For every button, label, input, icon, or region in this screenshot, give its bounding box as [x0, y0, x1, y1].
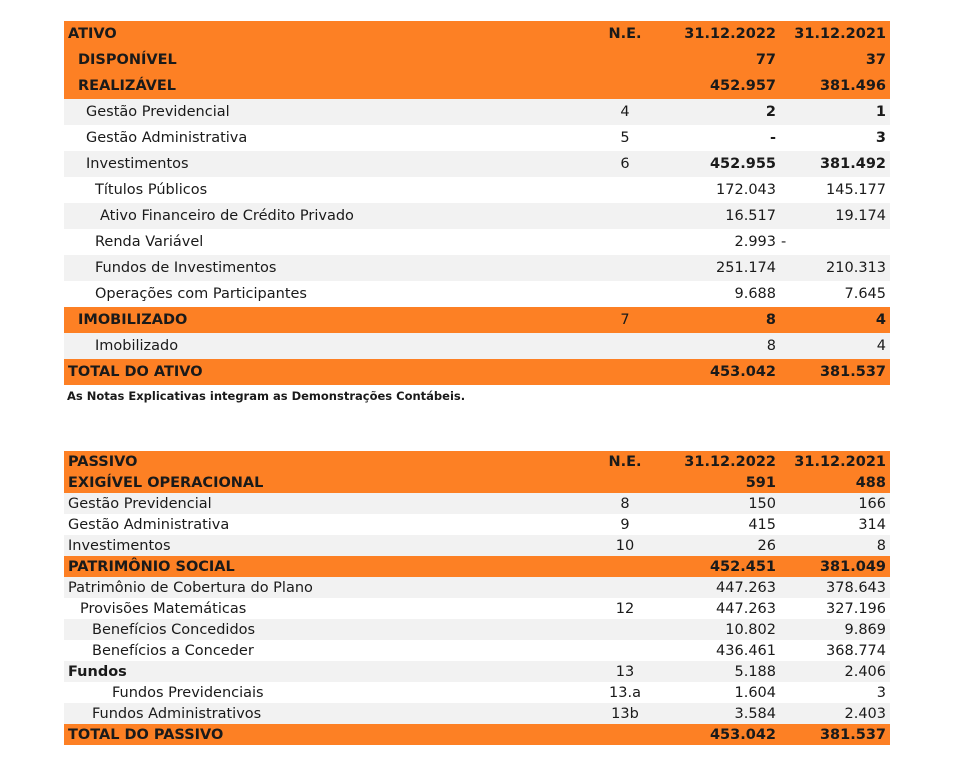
row-value-2021: 4 — [875, 312, 886, 328]
row-value-2022: 447.263 — [716, 579, 776, 596]
row-label: Investimentos — [68, 537, 171, 554]
row-value-2021: 327.196 — [826, 600, 886, 617]
passivo-total-row — [64, 724, 890, 745]
row-ne: 5 — [620, 130, 630, 146]
row-label: Gestão Administrativa — [68, 516, 230, 533]
row-value-2022: 415 — [748, 516, 776, 533]
table-row — [64, 577, 890, 598]
table-row — [64, 307, 890, 333]
row-ne — [604, 73, 646, 99]
row-value-2021: 381.496 — [819, 78, 886, 94]
ne-header: N.E. — [608, 26, 642, 42]
row-label: REALIZÁVEL — [78, 78, 177, 94]
row-value-2021: 2.406 — [844, 663, 886, 680]
table-row — [64, 514, 890, 535]
row-label: Imobilizado — [95, 338, 179, 354]
row-ne — [604, 577, 646, 598]
row-label: Renda Variável — [95, 234, 204, 250]
total-label: TOTAL DO ATIVO — [68, 364, 203, 380]
ativo-title: ATIVO — [68, 26, 117, 42]
table-row — [64, 151, 890, 177]
row-value-2021: 8 — [876, 537, 886, 554]
row-label: Gestão Administrativa — [86, 130, 248, 146]
table-row — [64, 125, 890, 151]
row-ne: 10 — [615, 537, 635, 554]
row-value-2022: 2 — [765, 104, 776, 120]
row-value-2022: 1.604 — [734, 684, 776, 701]
row-value-2022: 172.043 — [716, 182, 776, 198]
row-ne — [604, 47, 646, 73]
row-value-2021: 1 — [875, 104, 886, 120]
row-label: Investimentos — [86, 156, 189, 172]
row-value-2021: 37 — [865, 52, 886, 68]
row-ne — [604, 472, 646, 493]
row-ne: 12 — [615, 600, 635, 617]
row-value-2021: 3 — [876, 684, 886, 701]
row-value-2021: 145.177 — [826, 182, 886, 198]
table-row — [64, 535, 890, 556]
row-value-2022: 3.584 — [734, 705, 776, 722]
row-label: Benefícios a Conceder — [92, 642, 254, 659]
row-value-2021: - — [781, 234, 787, 250]
table-row — [64, 47, 890, 73]
row-value-2021: 9.869 — [844, 621, 886, 638]
row-value-2022: 10.802 — [725, 621, 776, 638]
row-label: Títulos Públicos — [95, 182, 208, 198]
row-value-2022: 16.517 — [725, 208, 776, 224]
table-row — [64, 556, 890, 577]
row-value-2021: 166 — [858, 495, 886, 512]
row-value-2021: 381.049 — [819, 558, 886, 575]
row-value-2022: 77 — [755, 52, 776, 68]
row-ne — [604, 177, 646, 203]
row-label: EXIGÍVEL OPERACIONAL — [68, 474, 264, 491]
row-ne — [604, 640, 646, 661]
row-value-2021: 378.643 — [826, 579, 886, 596]
row-value-2022: 447.263 — [716, 600, 776, 617]
table-row — [64, 255, 890, 281]
row-label: Patrimônio de Cobertura do Plano — [68, 579, 313, 596]
table-row — [64, 472, 890, 493]
total-value-2022: 453.042 — [709, 726, 776, 743]
row-value-2021: 210.313 — [826, 260, 886, 276]
row-value-2022: 2.993 — [734, 234, 776, 250]
row-value-2022: 452.451 — [709, 558, 776, 575]
row-value-2022: 591 — [745, 474, 776, 491]
row-ne — [604, 203, 646, 229]
row-label: PATRIMÔNIO SOCIAL — [68, 558, 235, 575]
row-label: Fundos Previdenciais — [112, 684, 264, 701]
table-row — [64, 640, 890, 661]
row-value-2022: 5.188 — [734, 663, 776, 680]
total-label: TOTAL DO PASSIVO — [68, 726, 224, 743]
col-2022-header: 31.12.2022 — [684, 26, 776, 42]
row-value-2021: 4 — [876, 338, 886, 354]
table-row — [64, 73, 890, 99]
row-label: Gestão Previdencial — [86, 104, 230, 120]
row-ne: 9 — [620, 516, 630, 533]
row-ne — [604, 229, 646, 255]
table-row — [64, 229, 890, 255]
total-value-2021: 381.537 — [819, 364, 886, 380]
row-ne: 4 — [620, 104, 630, 120]
row-value-2021: 7.645 — [844, 286, 886, 302]
col-2021-header: 31.12.2021 — [794, 453, 886, 470]
ativo-header-row — [64, 21, 890, 47]
table-row — [64, 661, 890, 682]
row-value-2022: 251.174 — [716, 260, 776, 276]
explanatory-note: As Notas Explicativas integram as Demonstrações Contábeis. — [67, 389, 466, 403]
total-value-2021: 381.537 — [819, 726, 886, 743]
row-label: Ativo Financeiro de Crédito Privado — [100, 208, 354, 224]
table-row — [64, 281, 890, 307]
col-2021-header: 31.12.2021 — [794, 26, 886, 42]
row-ne: 13.a — [609, 684, 641, 701]
row-value-2022: 8 — [766, 338, 776, 354]
row-value-2021: 368.774 — [826, 642, 886, 659]
row-value-2022: 150 — [748, 495, 776, 512]
row-label: Fundos de Investimentos — [95, 260, 277, 276]
ativo-total-row — [64, 359, 890, 385]
table-row — [64, 619, 890, 640]
row-ne — [604, 333, 646, 359]
table-row — [64, 703, 890, 724]
row-label: Gestão Previdencial — [68, 495, 212, 512]
row-value-2022: 452.955 — [709, 156, 776, 172]
row-value-2022: 26 — [757, 537, 776, 554]
row-value-2022: 436.461 — [716, 642, 776, 659]
table-row — [64, 333, 890, 359]
col-2022-header: 31.12.2022 — [684, 453, 776, 470]
row-label: DISPONÍVEL — [78, 52, 177, 68]
row-label: Provisões Matemáticas — [80, 600, 247, 617]
row-ne: 13b — [611, 705, 639, 722]
row-label: Fundos — [68, 663, 127, 680]
total-value-2022: 453.042 — [709, 364, 776, 380]
row-value-2021: 314 — [858, 516, 886, 533]
row-ne — [604, 619, 646, 640]
row-value-2021: 19.174 — [835, 208, 886, 224]
row-ne — [604, 255, 646, 281]
row-value-2021: 488 — [855, 474, 886, 491]
row-value-2022: - — [769, 130, 776, 146]
table-row — [64, 203, 890, 229]
row-value-2022: 9.688 — [734, 286, 776, 302]
row-ne: 7 — [620, 312, 630, 328]
row-ne — [604, 281, 646, 307]
row-value-2022: 452.957 — [709, 78, 776, 94]
row-value-2021: 3 — [875, 130, 886, 146]
passivo-title: PASSIVO — [68, 453, 138, 470]
row-value-2021: 381.492 — [819, 156, 886, 172]
row-label: Fundos Administrativos — [92, 705, 262, 722]
row-ne: 6 — [620, 156, 630, 172]
row-label: Benefícios Concedidos — [92, 621, 256, 638]
table-row — [64, 598, 890, 619]
row-ne: 8 — [620, 495, 630, 512]
row-value-2022: 8 — [765, 312, 776, 328]
row-label: Operações com Participantes — [95, 286, 307, 302]
table-row — [64, 493, 890, 514]
table-row — [64, 682, 890, 703]
table-row — [64, 99, 890, 125]
ne-header: N.E. — [608, 453, 642, 470]
ativo-table — [64, 21, 890, 385]
table-row — [64, 177, 890, 203]
passivo-header-row — [64, 451, 890, 472]
row-ne — [604, 556, 646, 577]
row-label: IMOBILIZADO — [78, 312, 188, 328]
row-ne: 13 — [615, 663, 635, 680]
passivo-table — [64, 451, 890, 745]
row-value-2021: 2.403 — [844, 705, 886, 722]
